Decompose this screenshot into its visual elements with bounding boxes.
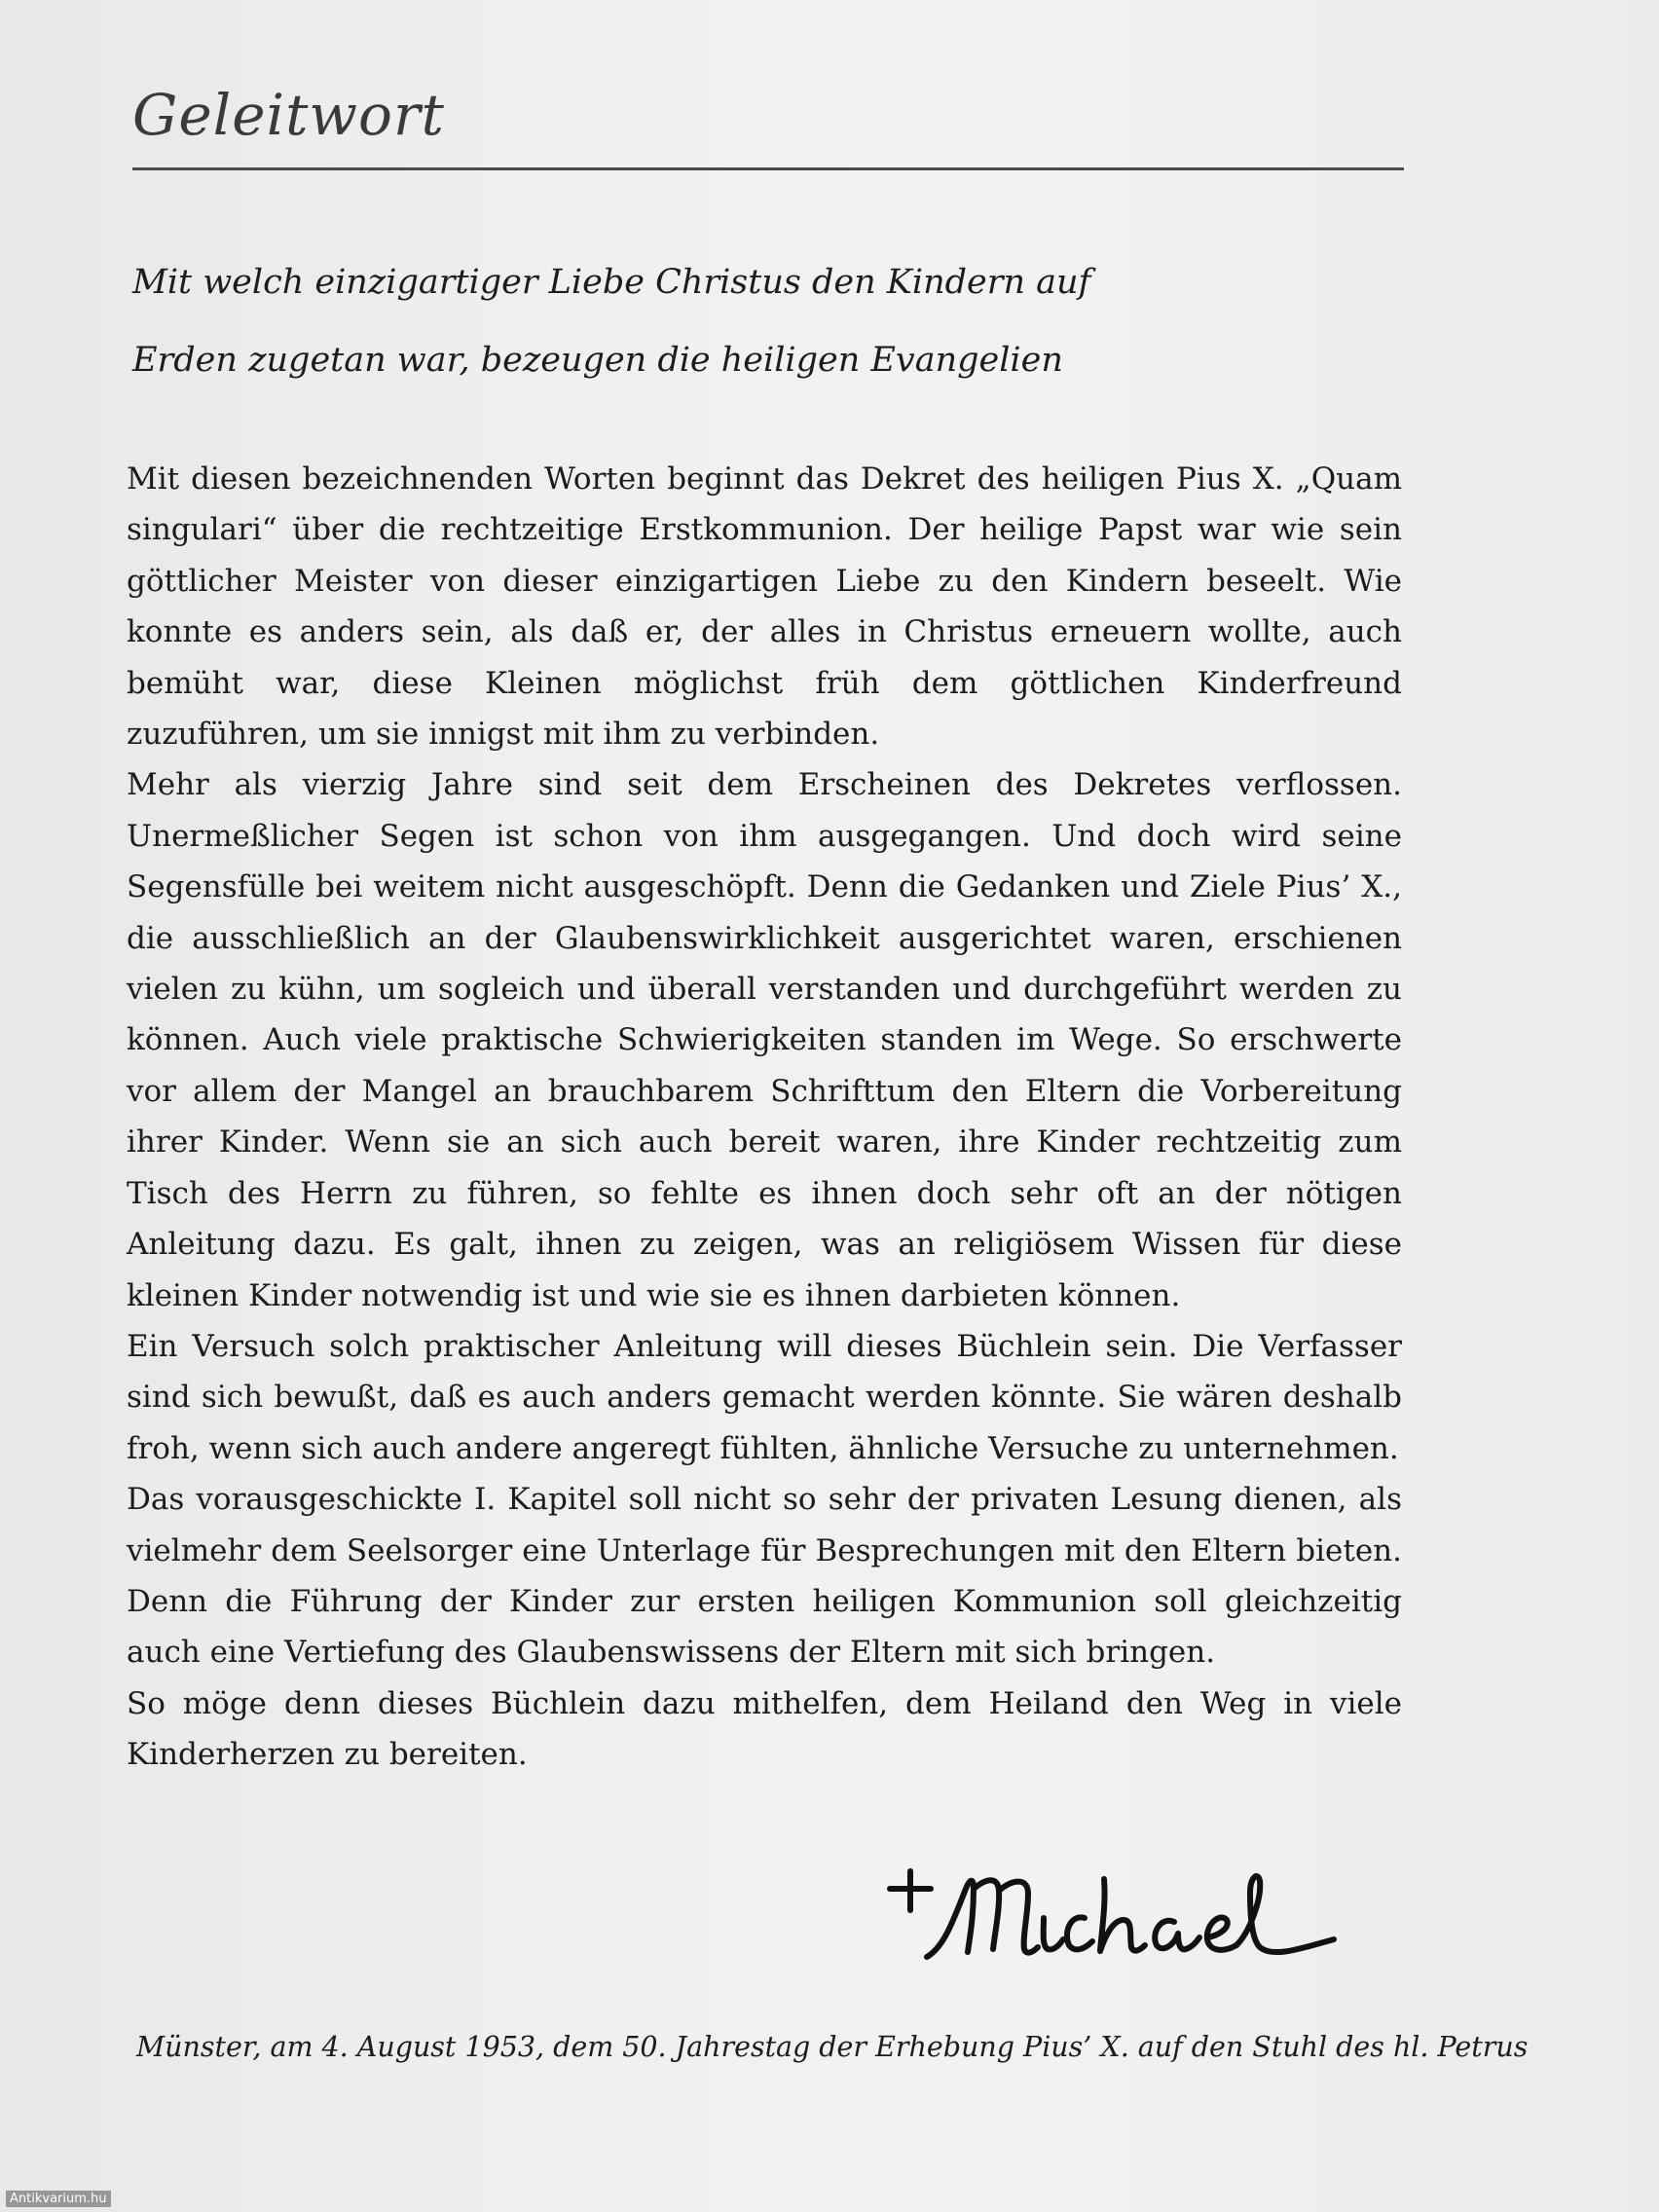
lead-quote	[132, 243, 1418, 399]
paragraph: Mehr als vierzig Jahre sind seit dem Erscheinen des Dekretes verflossen. Unermeßlicher Segen ist schon von ihm ausgegangen. Und doch wird seine Segensfülle bei weitem nicht ausgeschöpft. Denn die Gedanken und Ziele Pius’ X., die ausschließlich an der Glaubenswirklichkeit ausgerichtet waren, erschienen vielen zu kühn, um sogleich und überall verstanden und durchgeführt werden zu können. Auch viele praktische Schwierigkeiten standen im Wege. So erschwerte vor allem der Mangel an brauchbarem Schrifttum den Eltern die Vorbereitung ihrer Kinder. Wenn sie an sich auch bereit waren, ihre Kinder rechtzeitig zum Tisch des Herrn zu führen, so fehlte es ihnen doch sehr oft an der nötigen Anleitung dazu. Es galt, ihnen zu zeigen, was an religiösem Wissen für diese kleinen Kinder notwendig ist und wie sie es ihnen darbieten können.	[127, 767, 1402, 1313]
heading-rule	[132, 167, 1404, 170]
paragraph: Ein Versuch solch praktischer Anleitung will dieses Büchlein sein. Die Verfasser sind sich bewußt, daß es auch anders gemacht werden könnte. Sie wären deshalb froh, wenn sich auch andere angeregt fühlten, ähnliche Versuche zu unternehmen.	[127, 1328, 1402, 1466]
handwritten-signature	[876, 1850, 1382, 1996]
paragraph: Das vorausgeschickte I. Kapitel soll nicht so sehr der privaten Lesung dienen, als vielmehr dem Seelsorger eine Unterlage für Besprechungen mit den Eltern bieten. Denn die Führung der Kinder zur ersten heiligen Kommunion soll gleichzeitig auch eine Vertiefung des Glaubenswissens der Eltern mit sich bringen.	[127, 1482, 1402, 1671]
closing-dateline: Münster, am 4. August 1953, dem 50. Jahrestag der Erhebung Pius’ X. auf den Stuhl des hl. Petrus	[136, 2031, 1529, 2063]
signature-graphic	[876, 1850, 1382, 1996]
paragraph: Mit diesen bezeichnenden Worten beginnt das Dekret des heiligen Pius X. „Quam singulari“ über die rechtzeitige Erstkommunion. Der heilige Papst war wie sein göttlicher Meister von dieser einzigartigen Liebe zu den Kindern beseelt. Wie konnte es anders sein, als daß er, der alles in Christus erneuern wollte, auch bemüht war, diese Kleinen möglichst früh dem göttlichen Kinderfreund zuzuführen, um sie innigst mit ihm zu verbinden.	[127, 461, 1402, 753]
page-heading: Geleitwort	[132, 82, 445, 148]
lead-line: Mit welch einzigartiger Liebe Christus den Kindern auf	[132, 263, 1091, 302]
lead-line: Erden zugetan war, bezeugen die heiligen Evangelien	[132, 341, 1063, 380]
body-text	[127, 454, 1402, 1781]
watermark: Antikvarium.hu	[6, 2191, 111, 2207]
paragraph: So möge denn dieses Büchlein dazu mithelfen, dem Heiland den Weg in viele Kinderherzen zu bereiten.	[127, 1685, 1402, 1773]
